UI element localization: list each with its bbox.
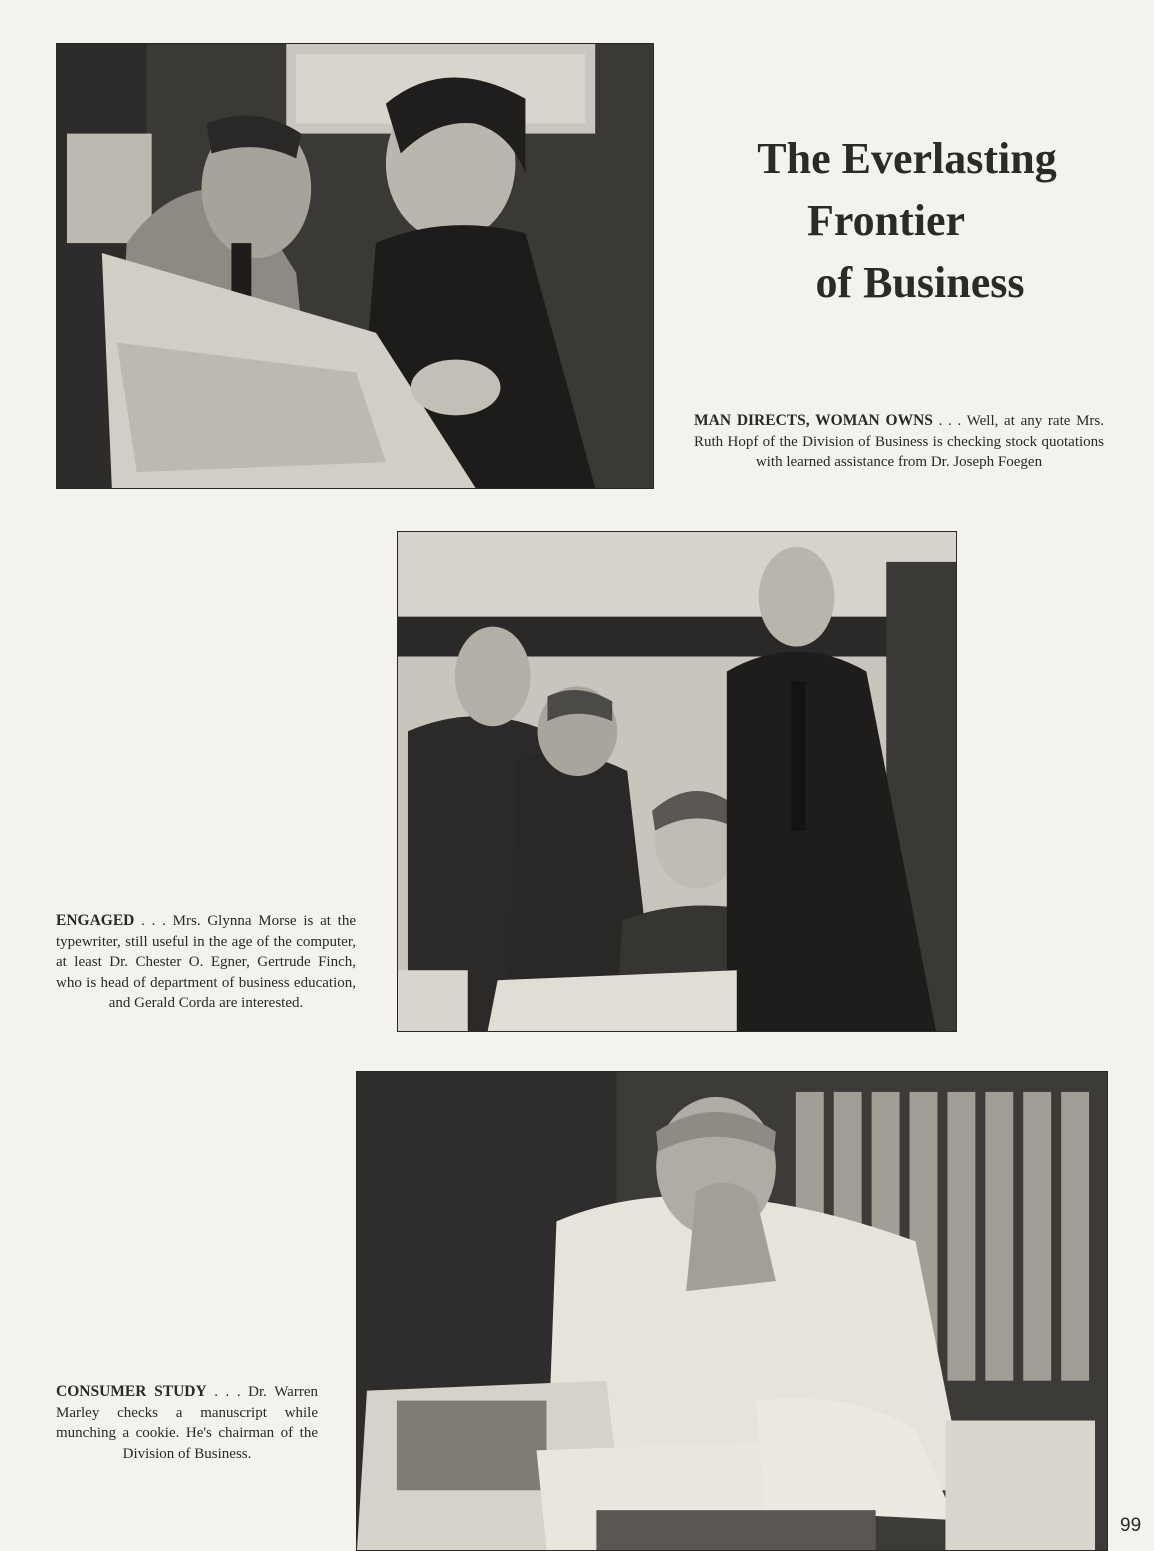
caption-lead: MAN DIRECTS, WOMAN OWNS	[694, 412, 933, 429]
caption-text: . . . Mrs. Glynna Morse is at the typewriter, still useful in the age of the computer, at least Dr. Chester O. Egner, Gertrude Finch, who is head of department of business education, and Gerald Corda are interested.	[56, 913, 356, 1011]
page-title	[700, 128, 1140, 314]
photo-newspaper-reading-image	[57, 44, 653, 488]
title-line-3: of Business	[815, 258, 1025, 307]
caption-text: . . . Well, at any rate Mrs. Ruth Hopf of the Division of Business is checking stock quotations with learned assistance from Dr. Joseph Foegen	[694, 413, 1105, 470]
photo-typewriter-group-image	[398, 532, 956, 1031]
caption-man-directs	[694, 411, 1104, 473]
photo-typewriter-group	[397, 531, 957, 1032]
title-line-2: Frontier	[806, 196, 966, 245]
photo-manuscript-reading-image	[357, 1072, 1107, 1550]
caption-lead: ENGAGED	[56, 912, 135, 929]
title-line-1: The Everlasting	[757, 134, 1057, 183]
caption-engaged	[56, 911, 356, 1014]
photo-newspaper-reading	[56, 43, 654, 489]
caption-lead: CONSUMER STUDY	[56, 1383, 207, 1400]
caption-consumer-study	[56, 1382, 318, 1464]
caption-text: . . . Dr. Warren Marley checks a manuscript while munching a cookie. He's chairman of the Division of Business.	[56, 1384, 318, 1462]
page-number: 99	[1120, 1515, 1142, 1536]
photo-manuscript-reading	[356, 1071, 1108, 1551]
